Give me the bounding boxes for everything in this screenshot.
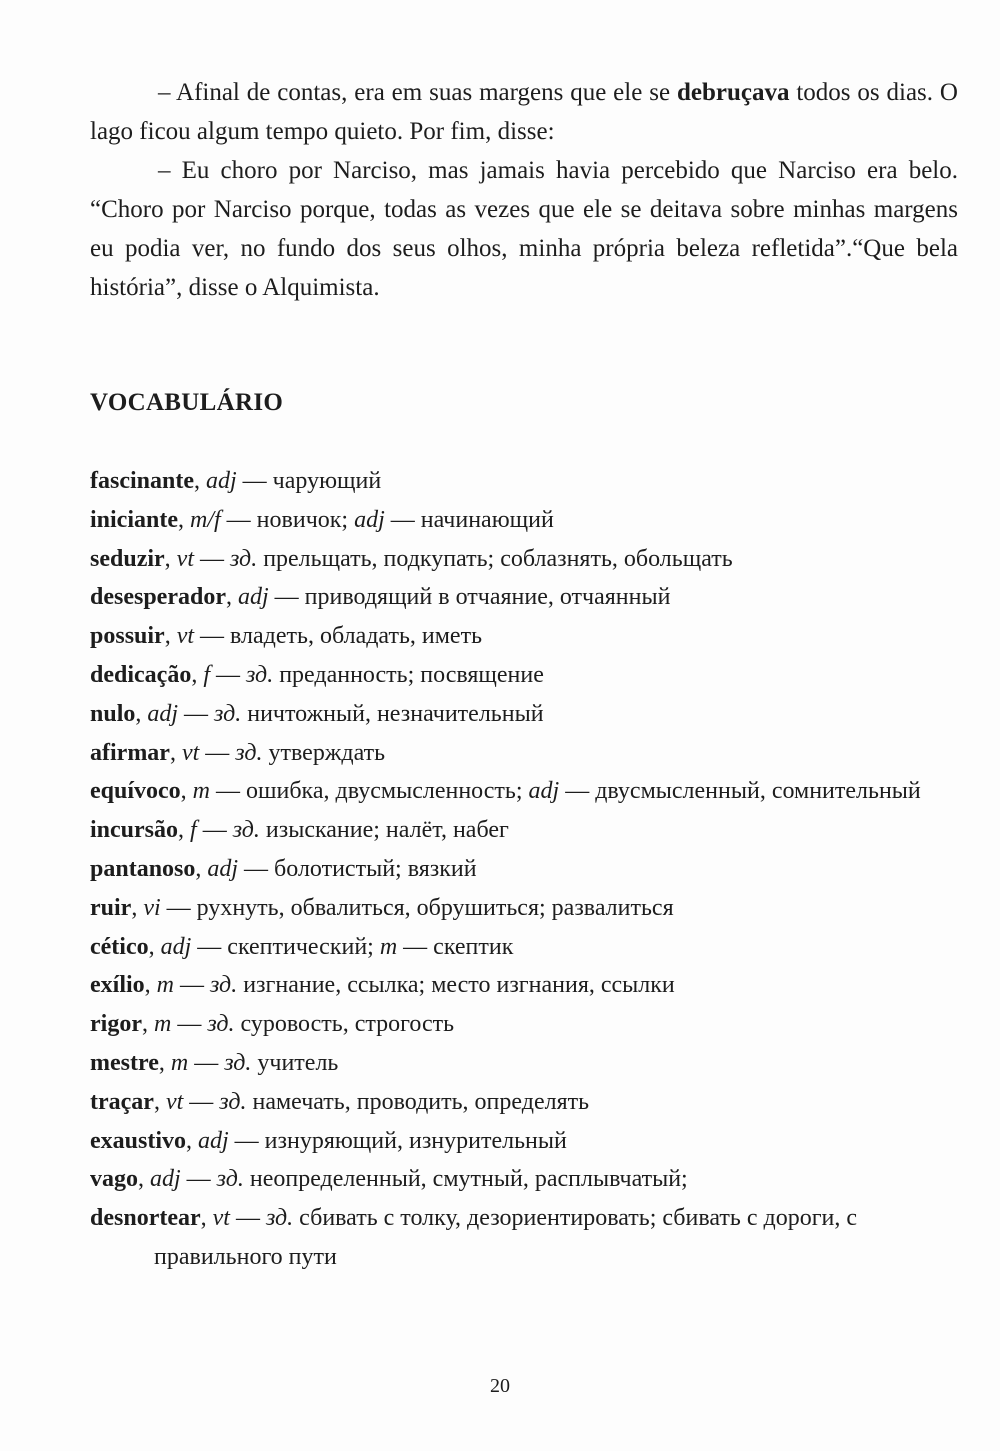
translation: болотистый; вязкий bbox=[274, 855, 477, 882]
usage-note: зд. bbox=[230, 545, 258, 572]
separator: , bbox=[164, 623, 177, 650]
usage-note: зд. bbox=[235, 739, 263, 766]
dash-separator: — bbox=[194, 623, 231, 650]
vocabulary-term: seduzir bbox=[90, 545, 165, 572]
vocabulary-entry bbox=[90, 617, 970, 656]
usage-note: зд. bbox=[265, 1205, 294, 1232]
translation: изыскание; налёт, набег bbox=[265, 817, 509, 844]
vocabulary-entry bbox=[90, 1044, 970, 1083]
dash-separator: — bbox=[210, 661, 246, 688]
story-paragraph-2 bbox=[90, 151, 958, 307]
vocabulary-entry bbox=[90, 966, 970, 1005]
separator: , bbox=[148, 933, 161, 960]
vocabulary-term: iniciante bbox=[90, 506, 178, 533]
dash-separator: — bbox=[191, 933, 228, 960]
translation: сбивать с толку, дезориентировать; сбивать с дороги, с правильного пути bbox=[154, 1205, 858, 1270]
vocabulary-entry bbox=[90, 656, 970, 695]
translation: изнуряющий, изнурительный bbox=[264, 1127, 567, 1154]
vocabulary-entry bbox=[90, 1005, 970, 1044]
dash-separator: — bbox=[178, 700, 215, 727]
dash-separator: — bbox=[180, 1166, 217, 1193]
translation: владеть, обладать, иметь bbox=[230, 623, 483, 650]
usage-note: зд. bbox=[207, 1011, 235, 1038]
vocabulary-entry bbox=[90, 734, 970, 773]
separator: , bbox=[135, 700, 148, 727]
translation: ничтожный, незначительный bbox=[247, 700, 544, 727]
part-of-speech: adj bbox=[207, 855, 239, 882]
vocabulary-term: exaustivo bbox=[90, 1127, 186, 1154]
vocabulary-term: possuir bbox=[90, 623, 165, 650]
vocabulary-entry bbox=[90, 811, 970, 850]
vocabulary-heading: VOCABULÁRIO bbox=[90, 389, 284, 416]
dash-separator: — bbox=[174, 972, 210, 999]
vocabulary-entry bbox=[90, 462, 970, 501]
vocabulary-term: desnortear bbox=[90, 1205, 201, 1232]
dash-separator: — bbox=[188, 1049, 225, 1076]
page-number: 20 bbox=[490, 1375, 510, 1397]
part-of-speech: f bbox=[190, 817, 197, 844]
dash-separator: — bbox=[228, 1127, 265, 1154]
dash-separator: — bbox=[196, 817, 233, 844]
separator: , bbox=[169, 739, 182, 766]
dash-separator: — bbox=[559, 778, 596, 805]
dash-separator: — bbox=[160, 894, 197, 921]
separator: , bbox=[138, 1166, 150, 1193]
vocabulary-entry bbox=[90, 578, 970, 617]
separator: , bbox=[200, 1205, 213, 1232]
story-paragraph-1-before: – Afinal de contas, era em suas margens que ele se bbox=[158, 79, 677, 106]
usage-note: зд. bbox=[246, 661, 274, 688]
vocabulary-term: dedicação bbox=[90, 661, 192, 688]
dash-separator: — bbox=[183, 1088, 220, 1115]
vocabulary-term: desesperador bbox=[90, 584, 226, 611]
story-paragraph-1-bold-word: debruçava bbox=[676, 79, 790, 106]
separator: , bbox=[186, 1127, 198, 1154]
dash-separator: — bbox=[220, 506, 257, 533]
translation: утверждать bbox=[268, 739, 386, 766]
vocabulary-term: rigor bbox=[90, 1011, 142, 1038]
part-of-speech: m bbox=[156, 972, 174, 999]
separator: , bbox=[141, 1011, 154, 1038]
vocabulary-entry bbox=[90, 1083, 970, 1122]
vocabulary-entry bbox=[90, 1122, 970, 1161]
vocabulary-term: incursão bbox=[90, 817, 179, 844]
part-of-speech: adj bbox=[160, 933, 192, 960]
part-of-speech: vt bbox=[176, 623, 195, 650]
translation: преданность; посвящение bbox=[279, 661, 544, 688]
part-of-speech: m bbox=[192, 778, 211, 805]
vocabulary-term: cético bbox=[90, 933, 149, 960]
translation: рухнуть, обвалиться, обрушиться; развалиться bbox=[196, 894, 674, 921]
translation: чарующий bbox=[272, 468, 382, 494]
part-of-speech: vt bbox=[212, 1205, 230, 1232]
part-of-speech: vt bbox=[176, 545, 194, 572]
vocabulary-entry bbox=[90, 540, 970, 579]
vocabulary-entry bbox=[90, 1199, 970, 1277]
part-of-speech: adj bbox=[237, 584, 269, 611]
usage-note: зд. bbox=[219, 1088, 247, 1115]
part-of-speech: vt bbox=[181, 739, 200, 766]
vocabulary-term: equívoco bbox=[90, 778, 181, 805]
separator: , bbox=[194, 468, 206, 494]
separator: , bbox=[180, 778, 193, 805]
dash-separator: — bbox=[238, 855, 275, 882]
translation: неопределенный, смутный, расплывчатый; bbox=[249, 1166, 688, 1193]
translation: суровость, строгость bbox=[240, 1011, 455, 1038]
separator: , bbox=[178, 506, 190, 533]
vocabulary-term: fascinante bbox=[90, 468, 194, 494]
part-of-speech: m bbox=[153, 1011, 172, 1038]
translation: прельщать, подкупать; соблазнять, обольщать bbox=[263, 545, 733, 572]
translation: скептик bbox=[433, 933, 514, 960]
vocabulary-term: pantanoso bbox=[90, 855, 196, 882]
separator: , bbox=[158, 1049, 171, 1076]
story-paragraph-2-text: – Eu choro por Narciso, mas jamais havia percebido que Narciso era belo. “Choro por Narciso porque, todas as vezes que ele se deitava sobre minhas margens eu podia ver, no fundo dos seus olhos, minha própria beleza refletida”.“Que bela história”, disse o Alquimista. bbox=[90, 157, 958, 301]
translation: начинающий bbox=[420, 506, 554, 533]
separator: , bbox=[144, 972, 157, 999]
dash-separator: — bbox=[229, 1205, 266, 1232]
separator: , bbox=[191, 661, 204, 688]
translation: скептический; bbox=[227, 933, 380, 960]
part-of-speech: adj bbox=[206, 468, 237, 494]
dash-separator: — bbox=[199, 739, 236, 766]
dash-separator: — bbox=[194, 545, 230, 572]
usage-note: зд. bbox=[224, 1049, 252, 1076]
separator: , bbox=[164, 545, 177, 572]
vocabulary-entry bbox=[90, 695, 970, 734]
usage-note: зд. bbox=[216, 1166, 244, 1193]
vocabulary-term: vago bbox=[90, 1166, 138, 1193]
usage-note: зд. bbox=[232, 817, 260, 844]
translation: намечать, проводить, определять bbox=[252, 1088, 590, 1115]
vocabulary-term: nulo bbox=[90, 700, 136, 727]
translation: изгнание, ссылка; место изгнания, ссылки bbox=[243, 972, 675, 999]
vocabulary-entry bbox=[90, 1160, 970, 1199]
translation: приводящий в отчаяние, отчаянный bbox=[304, 584, 671, 611]
vocabulary-entry bbox=[90, 928, 970, 967]
story-paragraph-1-after: todos os dias. O lago ficou algum tempo quieto. Por fim, disse: bbox=[90, 79, 958, 145]
part-of-speech: f bbox=[203, 661, 210, 688]
vocabulary-list bbox=[90, 462, 970, 1277]
vocabulary-entry bbox=[90, 889, 970, 928]
dash-separator: — bbox=[384, 506, 421, 533]
vocabulary-entry bbox=[90, 850, 970, 889]
vocabulary-entry bbox=[90, 501, 970, 540]
translation: учитель bbox=[257, 1049, 339, 1076]
separator: , bbox=[153, 1088, 166, 1115]
usage-note: зд. bbox=[210, 972, 238, 999]
separator: , bbox=[195, 855, 208, 882]
part-of-speech: m bbox=[170, 1049, 189, 1076]
translation: новичок; bbox=[256, 506, 355, 533]
separator: , bbox=[131, 894, 144, 921]
dash-separator: — bbox=[171, 1011, 208, 1038]
translation: двусмысленный, сомнительный bbox=[595, 778, 921, 805]
dash-separator: — bbox=[210, 778, 247, 805]
separator: , bbox=[178, 817, 191, 844]
part-of-speech: adj bbox=[354, 506, 385, 533]
part-of-speech: m/f bbox=[190, 506, 221, 533]
vocabulary-term: ruir bbox=[90, 894, 132, 921]
part-of-speech: adj bbox=[150, 1166, 181, 1193]
vocabulary-term: mestre bbox=[90, 1049, 159, 1076]
part-of-speech: adj bbox=[147, 700, 179, 727]
part-of-speech: vi bbox=[143, 894, 161, 921]
vocabulary-term: traçar bbox=[90, 1088, 154, 1115]
part-of-speech: vt bbox=[165, 1088, 184, 1115]
part-of-speech: m bbox=[379, 933, 398, 960]
story-paragraph-1 bbox=[90, 73, 958, 151]
vocabulary-term: exílio bbox=[90, 972, 145, 999]
separator: , bbox=[225, 584, 238, 611]
dash-separator: — bbox=[268, 584, 305, 611]
dash-separator: — bbox=[236, 468, 273, 494]
vocabulary-entry bbox=[90, 772, 970, 811]
part-of-speech: adj bbox=[198, 1127, 229, 1154]
story-text bbox=[90, 73, 958, 307]
part-of-speech: adj bbox=[528, 778, 560, 805]
vocabulary-term: afirmar bbox=[90, 739, 170, 766]
usage-note: зд. bbox=[214, 700, 242, 727]
translation: ошибка, двусмысленность; bbox=[246, 778, 529, 805]
dash-separator: — bbox=[397, 933, 434, 960]
